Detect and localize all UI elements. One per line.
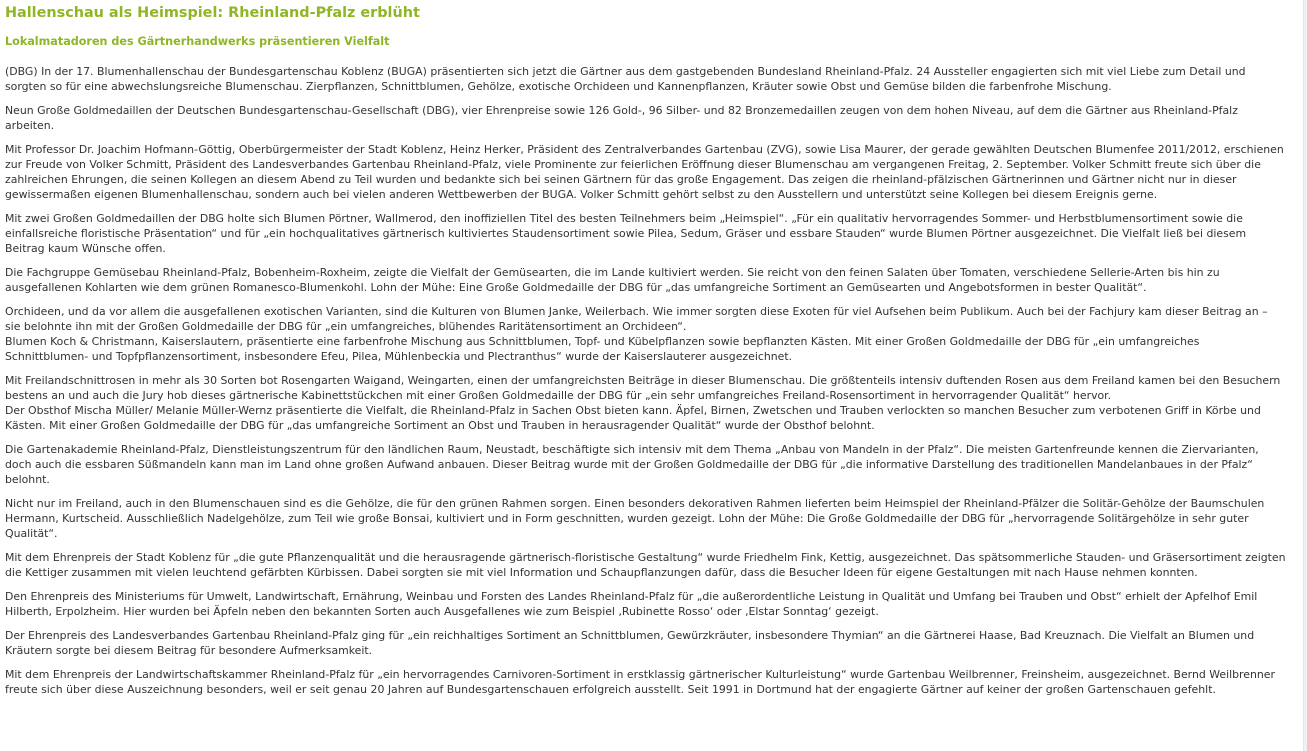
- article-paragraph: Mit Professor Dr. Joachim Hofmann-Göttig, Oberbürgermeister der Stadt Koblenz, Heinz Herker, Präsident des Zentralverbandes Gartenbau (ZVG), sowie Lisa Maurer, der gerade gewählten Deutschen Blumenfee 2011/2012, erschienen zur Freude von Volker Schmitt, Präsident des Landesverbandes Gartenbau Rheinland-Pfalz, viele Prominente zur feierlichen Eröffnung dieser Blumenschau am vergangenen Freitag, 2. September. Volker Schmitt freute sich über die zahlreichen Ehrungen, die seinen Kollegen an diesem Abend zu Teil wurden und bedankte sich bei seinen Gärtnern für das große Engagement. Das zeigen die rheinland-pfälzischen Gärtnerinnen und Gärtner nicht nur in dieser gewissermaßen eigenen Blumenhallenschau, sondern auch bei vielen anderen Wettbewerben der BUGA. Volker Schmitt gehört selbst zu den Ausstellern und unterstützt seine Kollegen bei diesem Ereignis gerne.: [5, 143, 1284, 201]
- vertical-scrollbar[interactable]: [1303, 0, 1307, 751]
- article-paragraph: Den Ehrenpreis des Ministeriums für Umwelt, Landwirtschaft, Ernährung, Weinbau und Forsten des Landes Rheinland-Pfalz für „die außerordentliche Leistung in Qualität und Umfang bei Trauben und Obst“ erhielt der Apfelhof Emil Hilberth, Erpolzheim. Hier wurden bei Äpfeln neben den bekannten Sorten auch Ausgefallenes wie zum Beispiel ‚Rubinette Rosso‘ oder ‚Elstar Sonntag‘ gezeigt.: [5, 590, 1258, 618]
- article-paragraph: Nicht nur im Freiland, auch in den Blumenschauen sind es die Gehölze, die für den grünen Rahmen sorgen. Einen besonders dekorativen Rahmen lieferten beim Heimspiel der Rheinland-Pfälzer die Solitär-Gehölze der Baumschulen Hermann, Kurtscheid. Ausschließlich Nadelgehölze, zum Teil wie große Bonsai, kultiviert und in Form geschnitten, wurden gezeigt. Lohn der Mühe: Die Große Goldmedaille der DBG für „hervorragende Solitärgehölze in sehr guter Qualität“.: [5, 497, 1265, 540]
- page-title: Hallenschau als Heimspiel: Rheinland-Pfalz erblüht: [5, 5, 420, 21]
- article-paragraph: Mit zwei Großen Goldmedaillen der DBG holte sich Blumen Pörtner, Wallmerod, den inoffiziellen Titel des besten Teilnehmers beim „Heimspiel“. „Für ein qualitativ hervorragendes Sommer- und Herbstblumensortiment sowie die einfallsreiche floristische Präsentation“ und für „ein hochqualitatives gärtnerisch kultiviertes Staudensortiment sowie Pilea, Sedum, Gräser und essbare Stauden“ wurde Blumen Pörtner ausgezeichnet. Die Vielfalt ließ bei diesem Beitrag kaum Wünsche offen.: [5, 212, 1247, 255]
- page-subtitle: Lokalmatadoren des Gärtnerhandwerks präsentieren Vielfalt: [5, 35, 390, 48]
- article-body: [5, 64, 1286, 697]
- article-paragraph: Die Fachgruppe Gemüsebau Rheinland-Pfalz, Bobenheim-Roxheim, zeigte die Vielfalt der Gemüsearten, die im Lande kultiviert werden. Sie reicht von den feinen Salaten über Tomaten, verschiedene Sellerie-Arten bis hin zu ausgefallenen Kohlarten wie dem grünen Romanesco-Blumenkohl. Lohn der Mühe: Eine Große Goldmedaille der DBG für „das umfangreiche Sortiment an Gemüsearten und Angebotsformen in bester Qualität“.: [5, 266, 1220, 294]
- article-paragraph: Neun Große Goldmedaillen der Deutschen Bundesgartenschau-Gesellschaft (DBG), vier Ehrenpreise sowie 126 Gold-, 96 Silber- und 82 Bronzemedaillen zeugen von dem hohen Niveau, auf dem die Gärtner aus Rheinland-Pfalz arbeiten.: [5, 104, 1238, 132]
- article-paragraph: Orchideen, und da vor allem die ausgefallenen exotischen Varianten, sind die Kulturen von Blumen Janke, Weilerbach. Wie immer sorgten diese Exoten für viel Aufsehen beim Publikum. Auch bei der Fachjury kam dieser Beitrag an – sie belohnte ihn mit der Großen Goldmedaille der DBG für „ein umfangreiches, blühendes Raritätensortiment an Orchideen“. Blumen Koch & Christmann, Kaiserslautern, präsentierte eine farbenfrohe Mischung aus Schnittblumen, Topf- und Kübelpflanzen sowie bepflanzten Kästen. Mit einer Großen Goldmedaille der DBG für „ein umfangreiches Schnittblumen- und Topfpflanzensortiment, insbesondere Efeu, Pilea, Mühlenbeckia und Plectranthus“ wurde der Kaiserslauterer ausgezeichnet.: [5, 305, 1268, 363]
- article-paragraph: Mit dem Ehrenpreis der Stadt Koblenz für „die gute Pflanzenqualität und die herausragende gärtnerisch-floristische Gestaltung“ wurde Friedhelm Fink, Kettig, ausgezeichnet. Das spätsommerliche Stauden- und Gräsersortiment zeigten die Kettiger zusammen mit vielen leuchtend gefärbten Kürbissen. Dabei sorgten sie mit viel Information und Schaupflanzungen dafür, dass die Besucher Ideen für eigene Gestaltungen mit nach Hause nehmen konnten.: [5, 551, 1286, 579]
- article-paragraph: Mit Freilandschnittrosen in mehr als 30 Sorten bot Rosengarten Waigand, Weingarten, einen der umfangreichsten Beiträge in dieser Blumenschau. Die größtenteils intensiv duftenden Rosen aus dem Freiland kamen bei den Besuchern bestens an und auch die Jury hob dieses gärtnerische Kabinettstückchen mit einer Großen Goldmedaille der DBG für „ein sehr umfangreiches Freiland-Rosensortiment in hervorragender Qualität“ hervor. Der Obsthof Mischa Müller/ Melanie Müller-Wernz präsentierte die Vielfalt, die Rheinland-Pfalz in Sachen Obst bieten kann. Äpfel, Birnen, Zwetschen und Trauben verlockten so manchen Besucher zum verbotenen Griff in Körbe und Kästen. Mit einer Großen Goldmedaille der DBG für „das umfangreiche Sortiment an Obst und Trauben in herausragender Qualität“ wurde der Obsthof belohnt.: [5, 374, 1281, 432]
- article-paragraph: Die Gartenakademie Rheinland-Pfalz, Dienstleistungszentrum für den ländlichen Raum, Neustadt, beschäftigte sich intensiv mit dem Thema „Anbau von Mandeln in der Pfalz“. Die meisten Gartenfreunde kennen die Ziervarianten, doch auch die essbaren Süßmandeln kann man im Land ohne großen Aufwand anbauen. Dieser Beitrag wurde mit der Großen Goldmedaille der DBG für „die informative Darstellung des traditionellen Mandelanbaues in der Pfalz“ belohnt.: [5, 443, 1259, 486]
- article-paragraph: (DBG) In der 17. Blumenhallenschau der Bundesgartenschau Koblenz (BUGA) präsentierten sich jetzt die Gärtner aus dem gastgebenden Bundesland Rheinland-Pfalz. 24 Aussteller engagierten sich mit viel Liebe zum Detail und sorgten so für eine abwechslungsreiche Blumenschau. Zierpflanzen, Schnittblumen, Gehölze, exotische Orchideen und Kannenpflanzen, Kräuter sowie Obst und Gemüse bilden die farbenfrohe Mischung.: [5, 65, 1246, 93]
- article: [5, 0, 1286, 706]
- article-paragraph: Der Ehrenpreis des Landesverbandes Gartenbau Rheinland-Pfalz ging für „ein reichhaltiges Sortiment an Schnittblumen, Gewürzkräuter, insbesondere Thymian“ an die Gärtnerei Haase, Bad Kreuznach. Die Vielfalt an Blumen und Kräutern sorgte bei diesem Beitrag für besondere Aufmerksamkeit.: [5, 629, 1255, 657]
- article-paragraph: Mit dem Ehrenpreis der Landwirtschaftskammer Rheinland-Pfalz für „ein hervorragendes Carnivoren-Sortiment in erstklassig gärtnerischer Kulturleistung“ wurde Gartenbau Weilbrenner, Freinsheim, ausgezeichnet. Bernd Weilbrenner freute sich über diese Auszeichnung besonders, weil er seit genau 20 Jahren auf Bundesgartenschauen erfolgreich ausstellt. Seit 1991 in Dortmund hat der engagierte Gärtner auf keiner der großen Gartenschauen gefehlt.: [5, 668, 1275, 696]
